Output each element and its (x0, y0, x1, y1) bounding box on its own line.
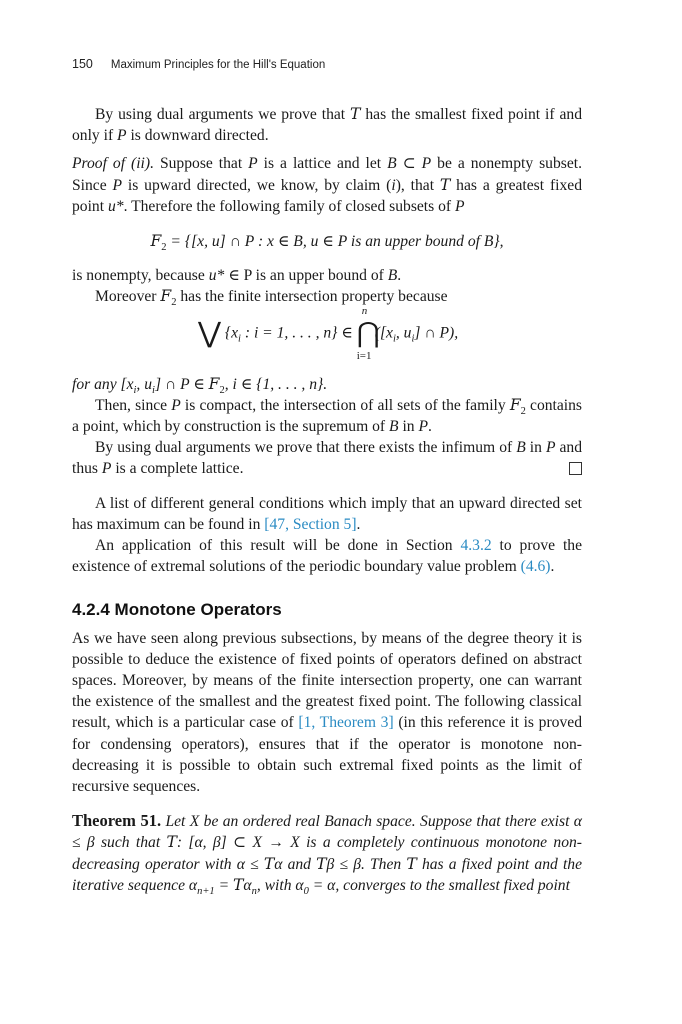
reference-link-1[interactable]: [1, Theorem 3] (298, 714, 394, 732)
paragraph-monotone-intro: As we have seen along previous subsections, by means of the degree theory it is possible to deduce the existence of fixed points of operators defined on abstract spaces. Moreover, by means of the finite intersection property, one can warrant the existence of the smallest and the greatest fixed point. The following classical result, which is a particular case of [1, Theorem 3] (in this reference it is proved for condensing operators), ensures that if the operator is monotone non-decreasing it is possible to obtain such extremal fixed points as the limit of recursive sequences. (72, 629, 582, 796)
paragraph-dual-argument: By using dual arguments we prove that T has the smallest fixed point if and only if P is downward directed. (72, 105, 582, 145)
reference-link-47[interactable]: [47, Section 5] (264, 515, 357, 533)
running-header (72, 57, 325, 71)
section-link-4-3-2[interactable]: 4.3.2 (460, 537, 492, 555)
proof-paragraph: Proof of (ii). Suppose that P is a lattice and let B ⊂ P be a nonempty subset. Since P is upward directed, we know, by claim (i), that T has a greatest fixed point u*. Therefore the following family of closed subsets of P (72, 155, 582, 215)
qed-box-icon (569, 462, 582, 475)
running-title: Maximum Principles for the Hill's Equation (110, 59, 326, 71)
page-body (72, 104, 582, 896)
paragraph-nonempty: is nonempty, because u* ∈ P is an upper bound of B. (72, 267, 402, 285)
proof-label: Proof of (ii). (72, 155, 154, 173)
paragraph-compact: Then, since P is compact, the intersection of all sets of the family $F_2$ contains a point, which by construction is the supremum of B in P. (72, 395, 583, 436)
theorem-label: Theorem 51. (72, 811, 162, 831)
intersection-operator: n ⋂ i=1 (356, 304, 380, 362)
theorem-51: Theorem 51. Let X be an ordered real Banach space. Suppose that there exist α ≤ β such that T: [α, β] ⊂ X → X is a completely continuous monotone non-decreasing operator with α ≤ Tα and Tβ ≤ β. Then T has a fixed point and the iterative sequence $\alpha_{n+1} = T\alpha_n$, with $\alpha_0 = \alpha$, converges to the smallest fixed point (72, 811, 582, 897)
equation-F2: $F_2 = \{[x$, u] ∩ P : x ∈ B, u ∈ P is an upper bound of B}, (150, 232, 504, 254)
paragraph-finite-intersection: Moreover $F_2$ has the finite intersection property because (95, 287, 448, 309)
paragraph-infimum: By using dual arguments we prove that there exists the infimum of B in P and thus P is a complete lattice. (72, 439, 582, 478)
equation-sup-intersection: ⋁ {$x_i$ : i = 1, . . . , n} ∈ n ⋂ i=1 ([$x_i$, $u_i$] ∩ P), (198, 304, 459, 362)
section-heading: 4.2.4 Monotone Operators (72, 600, 282, 620)
equation-link-4-6[interactable]: (4.6) (520, 558, 551, 576)
paragraph-upward-directed: A list of different general conditions which imply that an upward directed set has maximum can be found in [47, Section 5]. (72, 494, 582, 533)
vee-operator: ⋁ (198, 317, 221, 349)
paragraph-application: An application of this result will be done in Section 4.3.2 to prove the existence of extremal solutions of the periodic boundary value problem (4.6). (72, 537, 582, 576)
paragraph-for-any: for any [$x_i$, $u_i$] ∩ P ∈ $F_2$, i ∈ {1, . . . , n}. (72, 374, 328, 396)
page-number: 150 (72, 57, 93, 71)
